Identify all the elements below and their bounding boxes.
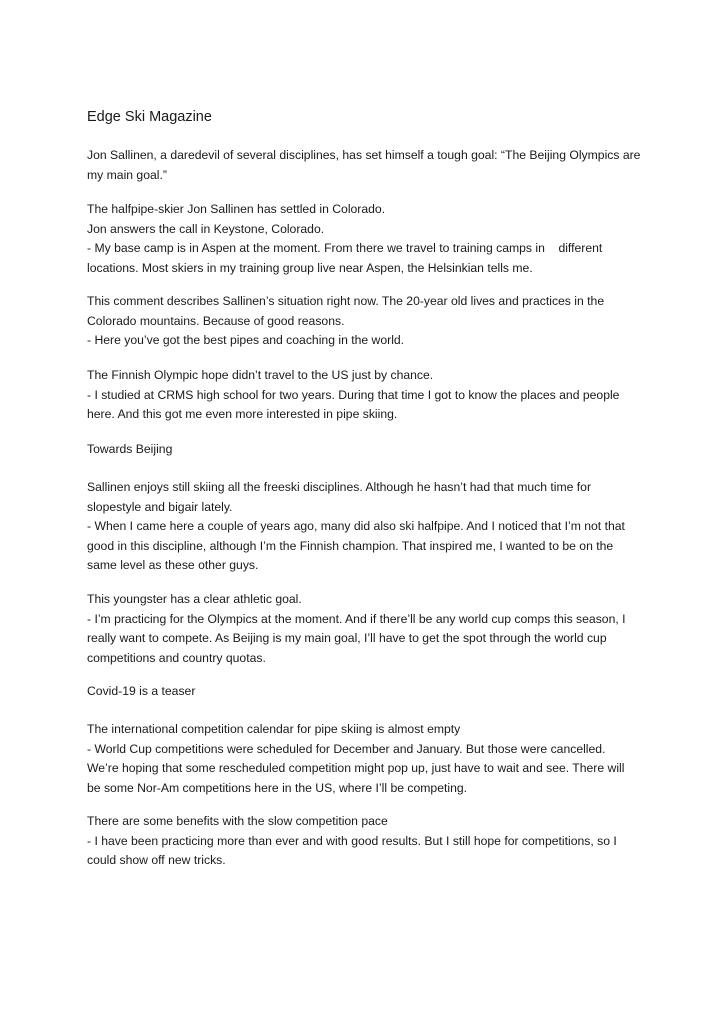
paragraph-line: - Here you’ve got the best pipes and coaching in the world. (87, 333, 405, 347)
paragraph-line: - When I came here a couple of years ago, many did also ski halfpipe. And I noticed that I’m not that (87, 519, 625, 533)
paragraph-chance (87, 366, 647, 425)
paragraph-line: really want to compete. As Beijing is my main goal, I’ll have to get the spot through the world cup (87, 631, 607, 645)
paragraph-line: Jon Sallinen, a daredevil of several disciplines, has set himself a tough goal: “The Beijing Olympics are (87, 148, 641, 162)
paragraph-line: - I studied at CRMS high school for two years. During that time I got to know the places and people (87, 387, 620, 402)
paragraph-line: - My base camp is in Aspen at the moment. From there we travel to training camps in different (87, 241, 603, 255)
subheading-covid (87, 682, 647, 702)
subheading-line: Towards Beijing (87, 442, 173, 456)
paragraph-line: here. And this got me even more interested in pipe skiing. (87, 407, 398, 421)
subheading-line: Covid-19 is a teaser (87, 684, 196, 698)
paragraph-line: could show off new tricks. (87, 853, 226, 867)
paragraph-line: good in this discipline, although I’m the Finnish champion. That inspired me, I wanted to be on the (87, 538, 614, 553)
paragraph-line: The international competition calendar for pipe skiing is almost empty (87, 722, 461, 736)
subheading-towards-beijing (87, 440, 647, 460)
paragraph-line: The halfpipe-skier Jon Sallinen has settled in Colorado. (87, 202, 386, 216)
paragraph-settled (87, 200, 647, 278)
paragraph-line: same level as these other guys. (87, 558, 259, 572)
paragraph-calendar (87, 720, 647, 798)
paragraph-line: my main goal.” (87, 167, 167, 182)
paragraph-line: Colorado mountains. Because of good reasons. (87, 313, 345, 328)
paragraph-line: There are some benefits with the slow competition pace (87, 814, 388, 828)
paragraph-intro (87, 146, 647, 185)
paragraph-line: - World Cup competitions were scheduled for December and January. But those were cancelled. (87, 741, 606, 756)
paragraph-goal (87, 590, 647, 668)
paragraph-line: competitions and country quotas. (87, 650, 266, 665)
paragraph-line: The Finnish Olympic hope didn’t travel to the US just by chance. (87, 368, 434, 382)
paragraph-line: Jon answers the call in Keystone, Colorado. (87, 221, 325, 236)
paragraph-line: locations. Most skiers in my training group live near Aspen, the Helsinkian tells me. (87, 260, 533, 275)
paragraph-line: This youngster has a clear athletic goal. (87, 592, 302, 606)
paragraph-line: - I have been practicing more than ever and with good results. But I still hope for competitions, so I (87, 833, 617, 848)
paragraph-line: This comment describes Sallinen’s situation right now. The 20-year old lives and practices in the (87, 294, 605, 308)
paragraph-line: We’re hoping that some rescheduled competition might pop up, just have to wait and see. There will (87, 761, 625, 775)
paragraph-line: - I’m practicing for the Olympics at the moment. And if there’ll be any world cup comps this season, I (87, 611, 626, 626)
paragraph-benefits (87, 812, 647, 871)
document-title: Edge Ski Magazine (87, 109, 212, 125)
paragraph-disciplines (87, 478, 647, 576)
paragraph-line: be some Nor-Am competitions here in the US, where I’ll be competing. (87, 780, 468, 795)
paragraph-line: slopestyle and bigair lately. (87, 499, 233, 514)
paragraph-line: Sallinen enjoys still skiing all the freeski disciplines. Although he hasn’t had that much time for (87, 480, 592, 494)
paragraph-situation (87, 292, 647, 351)
